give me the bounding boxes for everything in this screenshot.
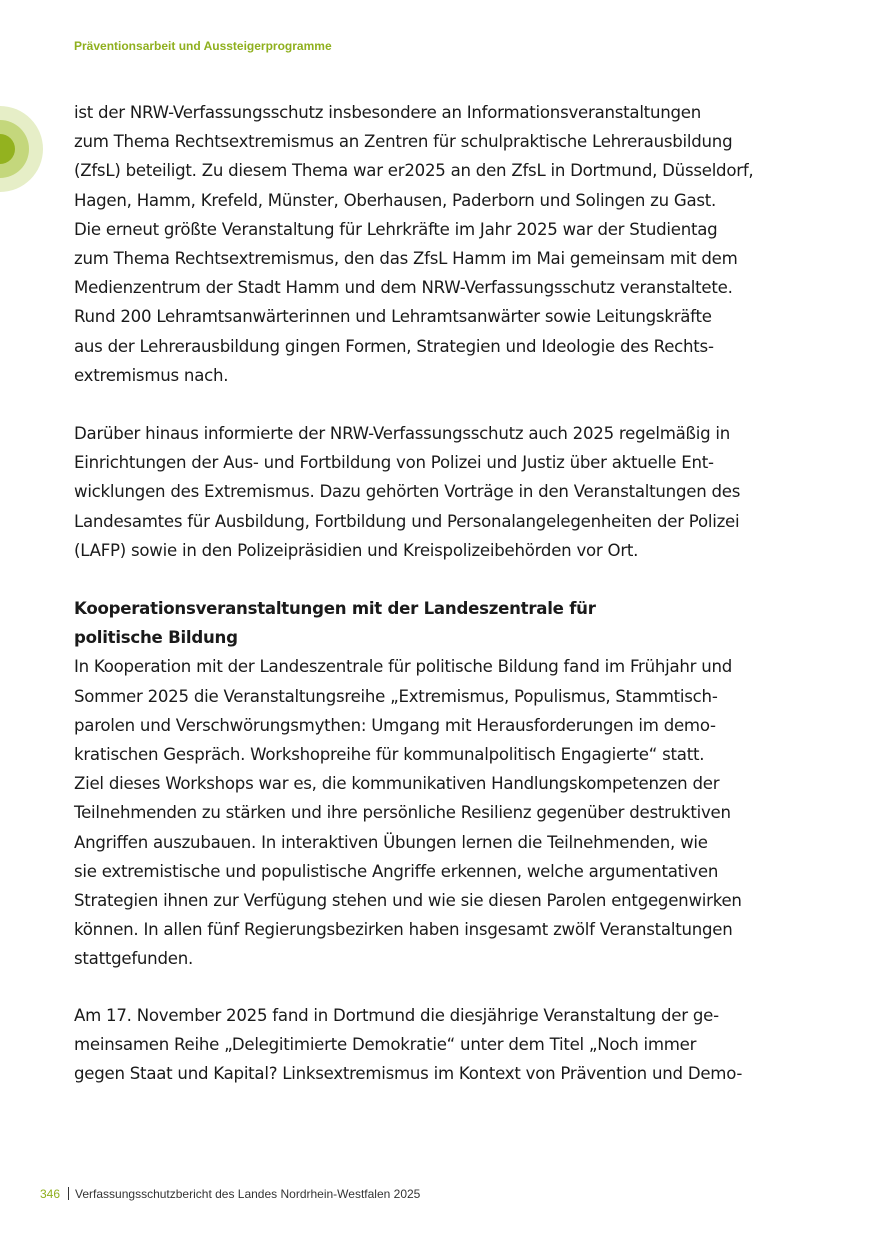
text-line: sie extremistische und populistische Angriffe erkennen, welche argumentativen: [74, 861, 719, 881]
text-line: parolen und Verschwörungsmythen: Umgang mit Herausforderungen im demo-: [74, 715, 716, 735]
text-line: ist der NRW-Verfassungsschutz insbesondere an Informationsveranstaltungen: [74, 103, 701, 122]
body-paragraph-2: [74, 419, 814, 565]
text-line: Landesamtes für Ausbildung, Fortbildung und Personalangelegenheiten der Polizei: [74, 511, 740, 531]
text-line: Medienzentrum der Stadt Hamm und dem NRW-Verfassungsschutz veranstaltete.: [74, 278, 733, 298]
text-line: stattgefunden.: [74, 949, 193, 969]
text-line: Angriffen auszubauen. In interaktiven Übungen lernen die Teilnehmenden, wie: [74, 832, 708, 852]
section-heading: Kooperationsveranstaltungen mit der Landeszentrale für: [74, 599, 596, 618]
text-line: Ziel dieses Workshops war es, die kommunikativen Handlungskompetenzen der: [74, 774, 720, 794]
text-line: Darüber hinaus informierte der NRW-Verfassungsschutz auch 2025 regelmäßig in: [74, 424, 731, 443]
page-number: 346: [40, 1187, 61, 1201]
text-line: (ZfsL) beteiligt. Zu diesem Thema war er2025 an den ZfsL in Dortmund, Düsseldorf,: [74, 161, 754, 181]
text-line: extremismus nach.: [74, 365, 229, 385]
section-heading: politische Bildung: [74, 628, 238, 648]
text-line: meinsamen Reihe „Delegitimierte Demokratie“ unter dem Titel „Noch immer: [74, 1035, 697, 1055]
concentric-circles-decoration: [0, 106, 43, 192]
text-line: Am 17. November 2025 fand in Dortmund die diesjährige Veranstaltung der ge-: [74, 1006, 719, 1025]
text-line: Hagen, Hamm, Krefeld, Münster, Oberhausen, Paderborn und Solingen zu Gast.: [74, 190, 717, 210]
text-line: Rund 200 Lehramtsanwärterinnen und Lehramtsanwärter sowie Leitungskräfte: [74, 307, 712, 327]
section-cooperation: [74, 594, 814, 974]
text-line: können. In allen fünf Regierungsbezirken haben insgesamt zwölf Veranstaltungen: [74, 920, 733, 940]
text-line: Strategien ihnen zur Verfügung stehen und wie sie diesen Parolen entgegenwirken: [74, 891, 742, 911]
text-line: zum Thema Rechtsextremismus, den das ZfsL Hamm im Mai gemeinsam mit dem: [74, 249, 738, 269]
body-paragraph-4: [74, 1001, 814, 1089]
page-footer: [40, 1187, 420, 1201]
text-line: wicklungen des Extremismus. Dazu gehörten Vorträge in den Veranstaltungen des: [74, 482, 741, 502]
footer-divider: [68, 1187, 69, 1200]
body-paragraph-1: [74, 98, 814, 390]
text-line: zum Thema Rechtsextremismus an Zentren für schulpraktische Lehrerausbildung: [74, 132, 733, 152]
text-line: Teilnehmenden zu stärken und ihre persönliche Resilienz gegenüber destruktiven: [74, 803, 731, 823]
text-line: Einrichtungen der Aus- und Fortbildung von Polizei und Justiz über aktuelle Ent-: [74, 453, 714, 473]
text-line: (LAFP) sowie in den Polizeipräsidien und Kreispolizeibehörden vor Ort.: [74, 540, 639, 560]
text-line: kratischen Gespräch. Workshopreihe für kommunalpolitisch Engagierte“ statt.: [74, 745, 705, 765]
running-header: Präventionsarbeit und Aussteigerprogramme: [74, 39, 332, 53]
text-line: aus der Lehrerausbildung gingen Formen, Strategien und Ideologie des Rechts-: [74, 336, 714, 356]
text-line: In Kooperation mit der Landeszentrale für politische Bildung fand im Frühjahr und: [74, 657, 733, 677]
text-line: Sommer 2025 die Veranstaltungsreihe „Extremismus, Populismus, Stammtisch-: [74, 686, 718, 706]
text-line: Die erneut größte Veranstaltung für Lehrkräfte im Jahr 2025 war der Studientag: [74, 219, 718, 239]
publication-title: Verfassungsschutzbericht des Landes Nordrhein-Westfalen 2025: [75, 1187, 421, 1201]
text-line: gegen Staat und Kapital? Linksextremismus im Kontext von Prävention und Demo-: [74, 1064, 743, 1084]
